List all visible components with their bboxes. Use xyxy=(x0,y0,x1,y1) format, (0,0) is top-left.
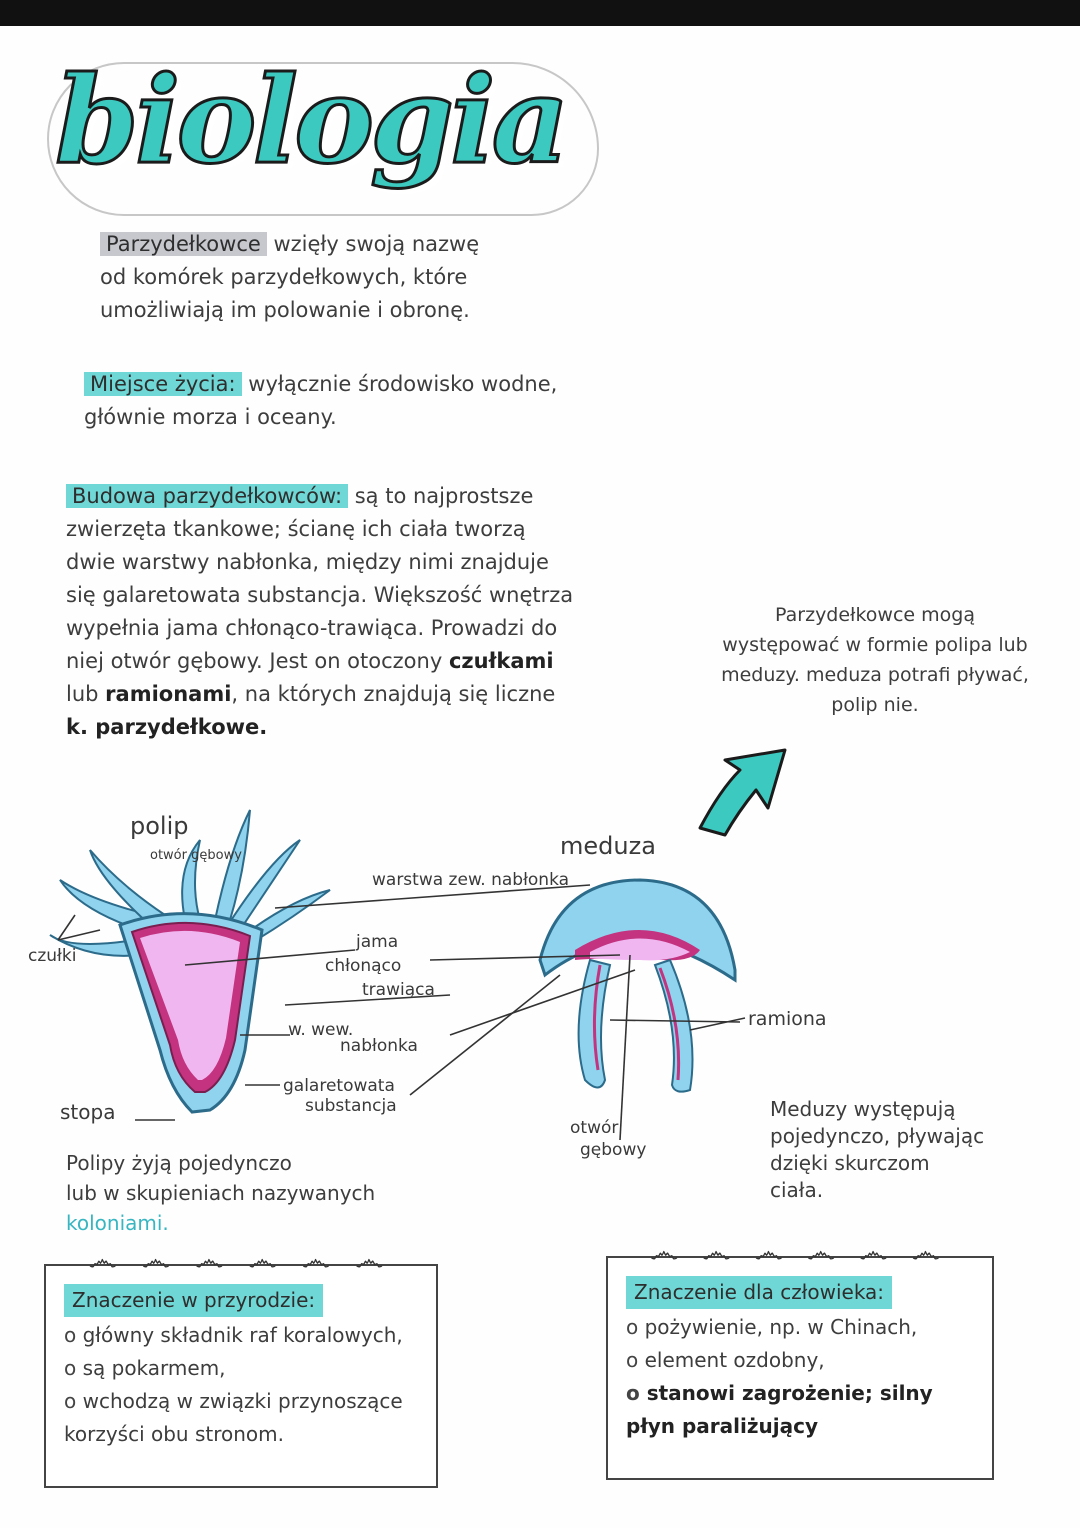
intro-term: Parzydełkowce xyxy=(100,232,267,256)
label-otwor: otwór xyxy=(570,1118,619,1138)
page-title: biologia xyxy=(55,50,566,191)
polyp-note xyxy=(66,1148,466,1238)
intro-line1: wzięły swoją nazwę xyxy=(273,232,480,256)
structure-line8: k. parzydełkowe. xyxy=(66,715,268,739)
structure-line1: są to najprostsze xyxy=(354,484,534,508)
box-left-item: o wchodzą w związki przynoszące korzyści obu stronom. xyxy=(64,1385,422,1451)
side-note-line4: polip nie. xyxy=(831,694,919,716)
medusa-note xyxy=(770,1096,1050,1204)
box-right-list xyxy=(626,1311,978,1443)
structure-line5: wypełnia jama chłonąco-trawiąca. Prowadzi do xyxy=(66,616,558,640)
habitat-paragraph xyxy=(84,368,684,434)
side-note-line3: meduzy. meduza potrafi pływać, xyxy=(721,664,1029,686)
box-left-list xyxy=(64,1319,422,1451)
box-nature-importance xyxy=(44,1243,438,1488)
structure-paragraph xyxy=(66,480,666,744)
spiral-rings-right: ෴ ෴ ෴ ෴ ෴ ෴ xyxy=(649,1235,941,1270)
box-right-item: o pożywienie, np. w Chinach, xyxy=(626,1311,978,1344)
scan-top-edge xyxy=(0,0,1080,26)
label-substancja: substancja xyxy=(305,1096,397,1116)
label-w-wew: w. wew. xyxy=(288,1020,354,1040)
side-note-line2: występować w formie polipa lub xyxy=(722,634,1028,656)
structure-line6a: niej otwór gębowy. Jest on otoczony xyxy=(66,649,443,673)
side-note-line1: Parzydełkowce mogą xyxy=(775,604,975,626)
structure-line7c: , na których znajdują się liczne xyxy=(231,682,556,706)
label-meduza: meduza xyxy=(560,832,656,860)
structure-term: Budowa parzydełkowców: xyxy=(66,484,348,508)
box-right-item: o stanowi zagrożenie; silny płyn paraliżujący xyxy=(626,1377,978,1443)
label-chlonaco: chłonąco xyxy=(325,956,402,976)
habitat-term: Miejsce życia: xyxy=(84,372,242,396)
structure-line4: się galaretowata substancja. Większość wnętrza xyxy=(66,583,574,607)
label-otwor-gebowy-polip: otwór gębowy xyxy=(150,848,242,863)
structure-ramiona: ramionami xyxy=(105,682,232,706)
structure-line3: dwie warstwy nabłonka, między nimi znajduje xyxy=(66,550,549,574)
intro-line3: umożliwiają im polowanie i obronę. xyxy=(100,298,470,322)
polyp-note-line2: lub w skupieniach nazywanych xyxy=(66,1181,376,1205)
box-left-item: o główny składnik raf koralowych, xyxy=(64,1319,422,1352)
habitat-line2: głównie morza i oceany. xyxy=(84,405,337,429)
intro-paragraph xyxy=(100,228,660,327)
label-galaretowata: galaretowata xyxy=(283,1076,395,1096)
side-note xyxy=(680,600,1070,720)
structure-czulki: czułkami xyxy=(448,649,554,673)
structure-line2: zwierzęta tkankowe; ścianę ich ciała tworzą xyxy=(66,517,526,541)
medusa-note-line1: Meduzy występują xyxy=(770,1097,956,1121)
box-right-item: o element ozdobny, xyxy=(626,1344,978,1377)
spiral-rings-left: ෴ ෴ ෴ ෴ ෴ ෴ xyxy=(88,1243,384,1278)
label-trawiaca: trawiąca xyxy=(362,980,435,1000)
label-gebowy: gębowy xyxy=(580,1140,647,1160)
label-ramiona: ramiona xyxy=(748,1008,827,1030)
polyp-note-line1: Polipy żyją pojedynczo xyxy=(66,1151,292,1175)
label-jama: jama xyxy=(356,932,399,952)
title-area xyxy=(55,40,595,230)
label-nablonka: nabłonka xyxy=(340,1036,418,1056)
medusa-bell xyxy=(540,880,735,980)
medusa-note-line3: dzięki skurczom xyxy=(770,1151,930,1175)
medusa-note-line4: ciała. xyxy=(770,1178,824,1202)
box-left-heading: Znaczenie w przyrodzie: xyxy=(64,1284,323,1317)
structure-line7a: lub xyxy=(66,682,99,706)
label-czulki: czułki xyxy=(28,946,77,966)
label-polip: polip xyxy=(130,812,189,840)
intro-line2: od komórek parzydełkowych, które xyxy=(100,265,468,289)
box-human-importance xyxy=(606,1235,994,1480)
habitat-line1: wyłącznie środowisko wodne, xyxy=(248,372,558,396)
box-right-heading: Znaczenie dla człowieka: xyxy=(626,1276,892,1309)
medusa-arm-right xyxy=(655,960,693,1092)
label-stopa: stopa xyxy=(60,1100,116,1124)
label-warstwa-zew: warstwa zew. nabłonka xyxy=(372,870,570,890)
medusa-note-line2: pojedynczo, pływając xyxy=(770,1124,985,1148)
polyp-note-line3: koloniami. xyxy=(66,1211,169,1235)
box-left-item: o są pokarmem, xyxy=(64,1352,422,1385)
